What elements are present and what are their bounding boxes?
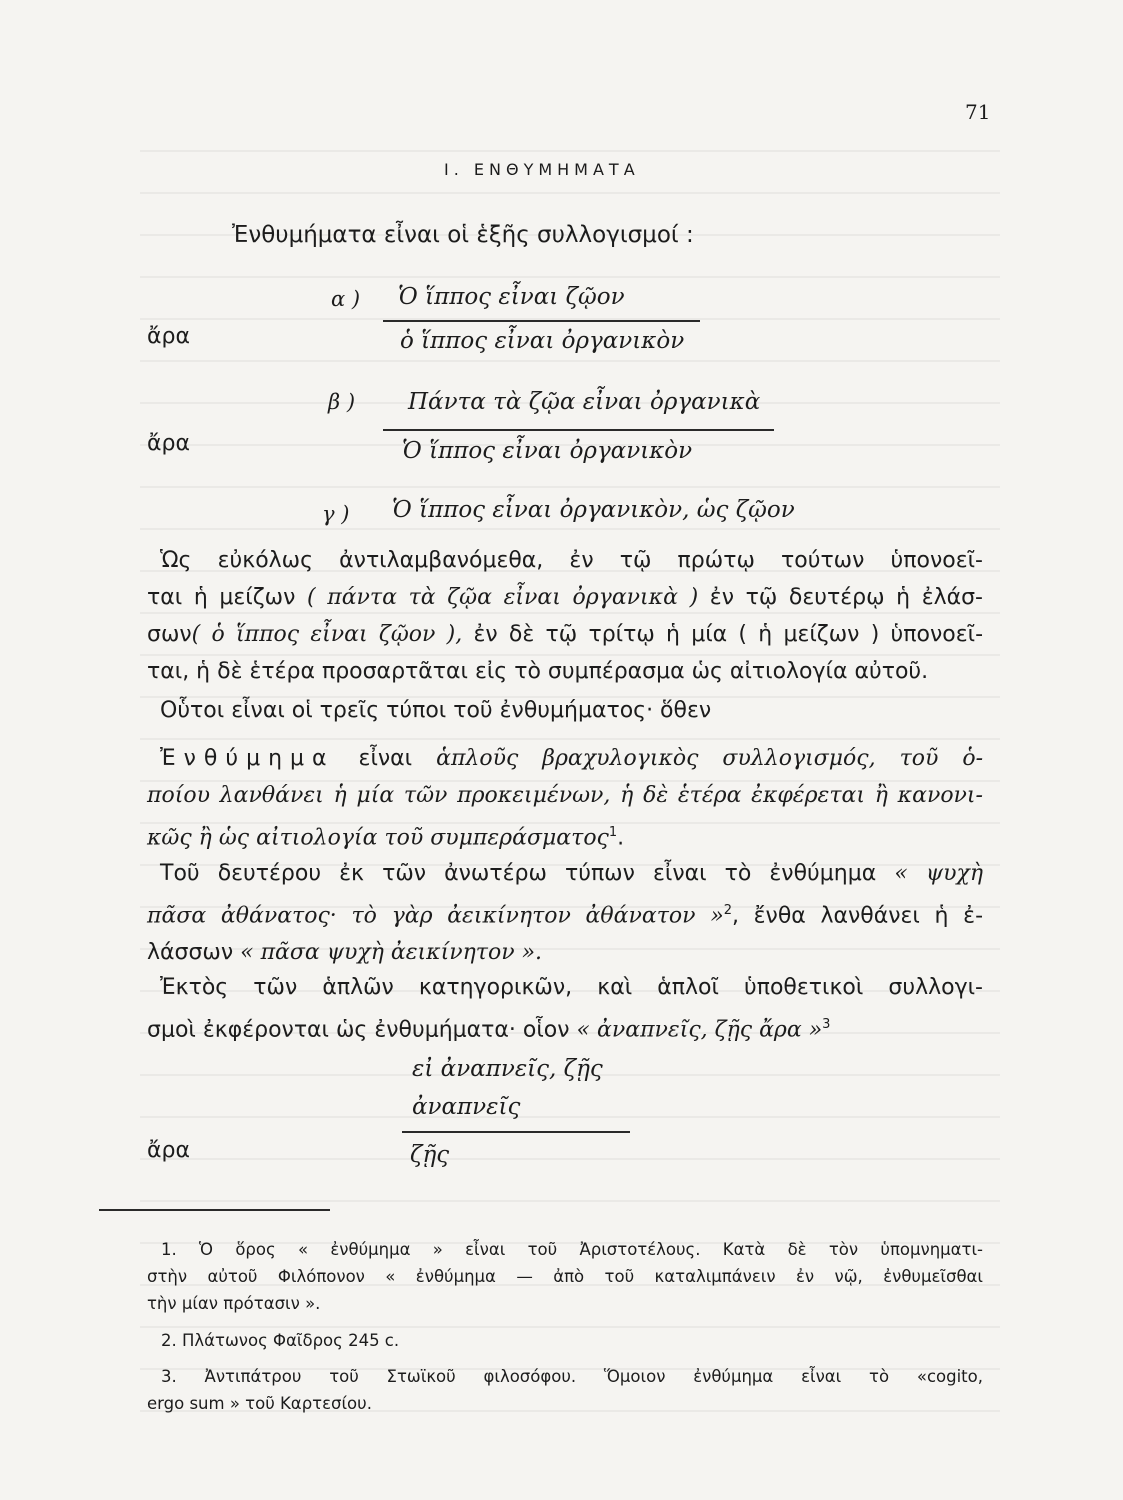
syllogism-c-text: Ὁ ἵππος εἶναι ὀργανικὸν, ὡς ζῷον	[392, 497, 795, 523]
hypothetical-premise-1: εἰ ἀναπνεῖς, ζῇς	[412, 1056, 603, 1082]
syllogism-b-label: β )	[328, 390, 356, 414]
intro-sentence: Ἐνθυμήματα εἶναι οἱ ἑξῆς συλλογισμοί :	[232, 222, 694, 248]
syllogism-a-premise: Ὁ ἵππος εἶναι ζῷον	[398, 284, 625, 310]
p1-line-4: ται, ἡ δὲ ἑτέρα προσαρτᾶται εἰς τὸ συμπέρασμα ὡς αἰτιολογία αὐτοῦ.	[147, 659, 929, 684]
section-heading: Ι. ΕΝΘΥΜΗΜΑΤΑ	[444, 160, 640, 179]
syllogism-a-label: α )	[331, 287, 361, 311]
syllogism-a-rule	[383, 320, 700, 322]
syllogism-b-conclusion: Ὁ ἵππος εἶναι ὀργανικὸν	[402, 438, 693, 464]
definition-term: Ἐνθύμημα	[160, 746, 335, 771]
footnote-mark-1: 1	[608, 825, 618, 840]
footnote-mark-2: 2	[723, 903, 732, 918]
footnote-mark-3: 3	[822, 1017, 831, 1032]
p3-line-2: πᾶσα ἀθάνατος· τὸ γὰρ ἀεικίνητον ἀθάνατον »$^2$, ἔνθα λανθάνει ἡ ἐ-	[147, 903, 984, 929]
def-line-2: ποίου λανθάνει ἡ μία τῶν προκειμένων, ἡ δὲ ἑτέρα ἐκφέρεται ἢ κανονι-	[147, 783, 983, 808]
paragraph-2: Οὗτοι εἶναι οἱ τρεῖς τύποι τοῦ ἐνθυμήματος· ὅθεν	[160, 698, 712, 723]
p1-line-2: ται ἡ μείζων ( πάντα τὰ ζῷα εἶναι ὀργανικὰ ) ἐν τῷ δευτέρῳ ἡ ἐλάσ-	[147, 585, 983, 610]
syllogism-b-premise: Πάντα τὰ ζῷα εἶναι ὀργανικὰ	[408, 389, 761, 415]
ara-label-hypothetical: ἄρα	[147, 1138, 190, 1163]
p4-line-1: Ἐκτὸς τῶν ἁπλῶν κατηγορικῶν, καὶ ἁπλοῖ ὑποθετικοὶ συλλογι-	[160, 975, 983, 1000]
paragraph-4	[147, 969, 983, 1048]
definition-paragraph	[147, 740, 983, 856]
hypothetical-premise-2: ἀναπνεῖς	[412, 1094, 521, 1120]
syllogism-b-rule	[383, 429, 774, 431]
hypothetical-rule	[402, 1131, 630, 1133]
ara-label-b: ἄρα	[147, 431, 190, 456]
p1-line-1: Ὡς εὐκόλως ἀντιλαμβανόμεθα, ἐν τῷ πρώτῳ τούτων ὑπονοεῖ-	[160, 548, 983, 573]
footnote-separator	[99, 1209, 330, 1211]
hypothetical-conclusion: ζῇς	[410, 1142, 450, 1168]
page-number: 71	[965, 100, 991, 124]
footnote-2: 2. Πλάτωνος Φαῖδρος 245 c.	[161, 1331, 400, 1350]
paragraph-1	[147, 542, 983, 690]
p3-line-1: Τοῦ δευτέρου ἐκ τῶν ἀνωτέρω τύπων εἶναι τὸ ἐνθύμημα « ψυχὴ	[160, 861, 984, 886]
def-line-3: κῶς ἢ ὡς αἰτιολογία τοῦ συμπεράσματος$^1$.	[147, 825, 625, 851]
p3-line-3: λάσσων « πᾶσα ψυχὴ ἀεικίνητον ».	[147, 940, 543, 966]
syllogism-a-conclusion: ὁ ἵππος εἶναι ὀργανικὸν	[400, 328, 685, 354]
footnote-3: 3. Ἀντιπάτρου τοῦ Στωϊκοῦ φιλοσόφου. Ὅμοιον ἐνθύμημα εἶναι τὸ «cogito, ergo sum » τοῦ Καρτεσίου.	[147, 1367, 983, 1413]
p1-line-3: σων( ὁ ἵππος εἶναι ζῷον ), ἐν δὲ τῷ τρίτῳ ἡ μία ( ἡ μείζων ) ὑπονοεῖ-	[147, 622, 984, 647]
footnote-1: 1. Ὁ ὅρος « ἐνθύμημα » εἶναι τοῦ Ἀριστοτέλους. Κατὰ δὲ τὸν ὑπομνηματι- στὴν αὐτοῦ Φιλόπονον « ἐνθύμημα — ἀπὸ τοῦ καταλιμπάνειν ἐν νῷ, ἐνθυμεῖσθαι τὴν μίαν πρότασιν ».	[147, 1240, 983, 1313]
paragraph-3	[147, 855, 983, 971]
p4-line-2: σμοὶ ἐκφέρονται ὡς ἐνθυμήματα· οἷον « ἀναπνεῖς, ζῇς ἄρα »$^3$	[147, 1017, 831, 1043]
def-line-1: Ἐνθύμημα εἶναι ἁπλοῦς βραχυλογικὸς συλλογισμός, τοῦ ὁ-	[160, 746, 984, 771]
ara-label-a: ἄρα	[147, 324, 190, 349]
syllogism-c-label: γ )	[322, 502, 350, 526]
